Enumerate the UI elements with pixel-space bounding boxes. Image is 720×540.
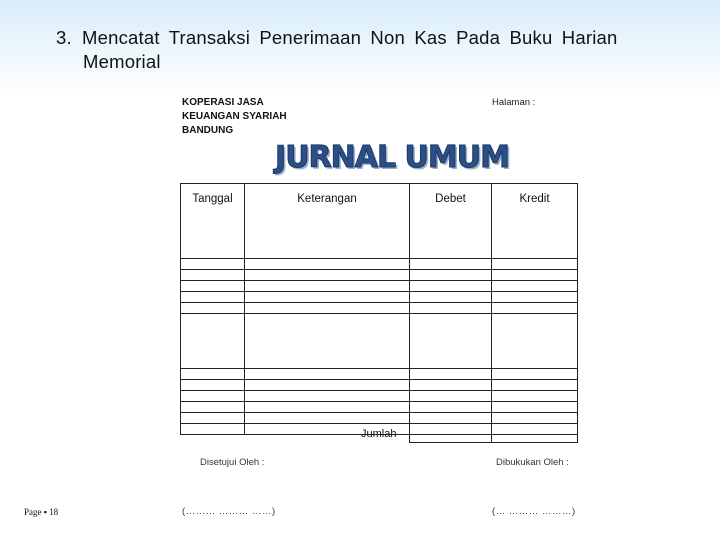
- column-header-credit: Kredit: [492, 184, 578, 249]
- table-cell: [245, 391, 410, 402]
- journal-form: [178, 96, 578, 526]
- table-row: [181, 314, 578, 369]
- table-cell: [181, 292, 245, 303]
- table-cell: [245, 292, 410, 303]
- table-cell: [181, 380, 245, 391]
- table-cell: [410, 281, 492, 292]
- journal-table: [180, 183, 578, 435]
- table-row: [181, 259, 578, 270]
- total-cells: [409, 421, 578, 443]
- page-label: Halaman :: [492, 97, 536, 108]
- page-number: Page ▪ 18: [24, 507, 59, 517]
- org-line-3: BANDUNG: [182, 125, 234, 136]
- table-cell: [410, 259, 492, 270]
- table-row: [181, 292, 578, 303]
- column-header-description: Keterangan: [245, 184, 410, 249]
- table-header-row: [181, 184, 578, 249]
- table-cell: [492, 303, 578, 314]
- table-cell: [181, 391, 245, 402]
- table-cell: [492, 292, 578, 303]
- table-row: [181, 402, 578, 413]
- table-cell: [410, 369, 492, 380]
- table-cell: [245, 259, 410, 270]
- table-cell: [492, 259, 578, 270]
- table-cell: [181, 303, 245, 314]
- table-cell: [245, 314, 410, 369]
- total-label: Jumlah: [361, 428, 397, 440]
- table-row: [181, 270, 578, 281]
- table-row: [181, 281, 578, 292]
- organization-name: [182, 96, 287, 138]
- table-row: [181, 391, 578, 402]
- slide-title-number: 3.: [56, 27, 72, 48]
- total-row: [180, 421, 577, 443]
- table-cell: [181, 369, 245, 380]
- journal-title: JURNAL UMUM: [275, 140, 509, 175]
- table-cell: [410, 314, 492, 369]
- table-cell: [492, 380, 578, 391]
- signature-line-left: (……… ……… ……): [182, 506, 276, 517]
- table-cell: [181, 314, 245, 369]
- org-line-2: KEUANGAN SYARIAH: [182, 111, 287, 122]
- table-cell: [181, 248, 245, 259]
- table-cell: [245, 369, 410, 380]
- approved-by-label: Disetujui Oleh :: [200, 457, 265, 468]
- org-line-1: KOPERASI JASA: [182, 97, 264, 108]
- table-cell: [410, 270, 492, 281]
- table-cell: [181, 270, 245, 281]
- table-cell: [410, 248, 492, 259]
- table-cell: [492, 402, 578, 413]
- table-cell: [245, 270, 410, 281]
- table-cell: [410, 391, 492, 402]
- table-cell: [245, 303, 410, 314]
- table-cell: [492, 369, 578, 380]
- table-cell: [181, 281, 245, 292]
- slide-title: [56, 26, 666, 74]
- table-cell: [181, 402, 245, 413]
- table-cell: [492, 270, 578, 281]
- table-row: [181, 380, 578, 391]
- table-cell: [245, 248, 410, 259]
- table-row: [181, 248, 578, 259]
- table-cell: [181, 259, 245, 270]
- total-divider: [491, 421, 492, 442]
- column-header-debit: Debet: [410, 184, 492, 249]
- table-cell: [492, 314, 578, 369]
- table-cell: [492, 248, 578, 259]
- table-row: [181, 369, 578, 380]
- table-cell: [245, 402, 410, 413]
- signature-line-right: (… ……… ………): [492, 506, 576, 517]
- table-cell: [410, 292, 492, 303]
- table-cell: [410, 402, 492, 413]
- table-row: [181, 303, 578, 314]
- table-cell: [410, 380, 492, 391]
- table-cell: [410, 303, 492, 314]
- table-cell: [492, 391, 578, 402]
- column-header-date: Tanggal: [181, 184, 245, 249]
- slide-title-line-2: Memorial: [83, 51, 161, 72]
- prepared-by-label: Dibukukan Oleh :: [496, 457, 569, 468]
- slide-title-line-1: Mencatat Transaksi Penerimaan Non Kas Pada Buku Harian: [82, 27, 618, 48]
- table-cell: [492, 281, 578, 292]
- table-cell: [245, 281, 410, 292]
- table-cell: [245, 380, 410, 391]
